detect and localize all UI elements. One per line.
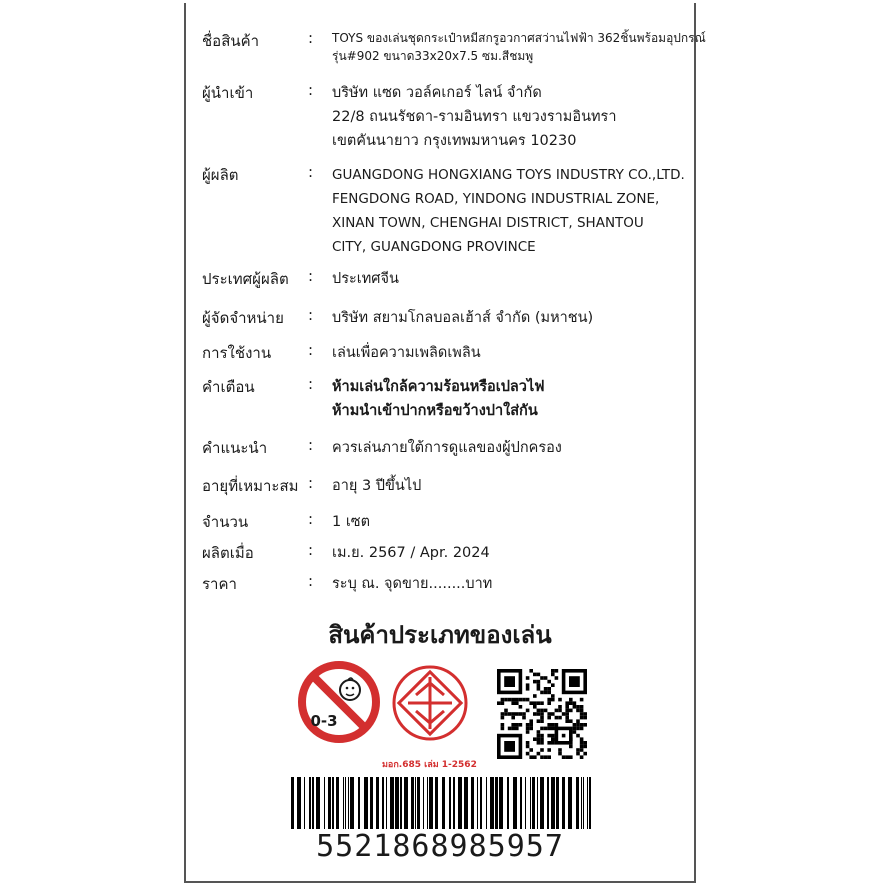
field-value: ห้ามเล่นใกล้ความร้อนหรือเปลวไฟ ห้ามนำเข้าปากหรือขว้างปาใส่กัน <box>332 379 545 419</box>
field-colon: : <box>308 572 314 590</box>
age-0-3-warning-icon <box>296 659 382 745</box>
field-value: ควรเล่นภายใต้การดูแลของผู้ปกครอง <box>332 440 562 456</box>
field-colon: : <box>308 81 314 99</box>
field-label: ราคา <box>202 575 237 593</box>
field-label: ผู้นำเข้า <box>202 84 254 102</box>
field-colon: : <box>308 267 314 285</box>
field-value: 1 เซต <box>332 514 371 530</box>
field-colon: : <box>308 375 314 393</box>
field-value: TOYS ของเล่นชุดกระเป๋าหมีสกรูอวกาศสว่านไฟฟ้า 362ชิ้นพร้อมอุปกรณ์ รุ่น#902 ขนาด33x20x7.5 ซม.สีชมพู <box>332 31 706 63</box>
age-warning-text: 0-3 <box>310 712 338 730</box>
field-value: บริษัท แซด วอล์คเกอร์ ไลน์ จำกัด 22/8 ถนนรัชดา-รามอินทรา แขวงรามอินทรา เขตคันนายาว กรุงเทพมหานคร 10230 <box>332 85 617 149</box>
field-value: บริษัท สยามโกลบอลเฮ้าส์ จำกัด (มหาชน) <box>332 310 594 326</box>
field-label: ประเทศผู้ผลิต <box>202 270 289 288</box>
field-label: ผู้จัดจำหน่าย <box>202 309 284 327</box>
field-colon: : <box>308 510 314 528</box>
field-colon: : <box>308 29 314 47</box>
field-label: อายุที่เหมาะสม <box>202 477 299 495</box>
field-label: คำเตือน <box>202 378 255 396</box>
field-colon: : <box>308 306 314 324</box>
field-label: ผลิตเมื่อ <box>202 544 254 562</box>
field-label: การใช้งาน <box>202 344 272 362</box>
qr-code-icon <box>497 669 587 759</box>
field-label: จำนวน <box>202 513 249 531</box>
category-heading: สินค้าประเภทของเล่น <box>328 621 552 649</box>
barcode-icon <box>291 777 591 829</box>
field-label: ชื่อสินค้า <box>202 32 260 50</box>
field-value: GUANGDONG HONGXIANG TOYS INDUSTRY CO.,LTD. FENGDONG ROAD, YINDONG INDUSTRIAL ZONE, XINAN TOWN, CHENGHAI DISTRICT, SHANTOU CITY, GUANGDONG PROVINCE <box>332 167 685 255</box>
tis-standard-mark-icon <box>390 663 470 743</box>
field-value: เล่นเพื่อความเพลิดเพลิน <box>332 345 481 361</box>
field-value: เม.ย. 2567 / Apr. 2024 <box>332 545 490 561</box>
field-colon: : <box>308 436 314 454</box>
field-colon: : <box>308 474 314 492</box>
field-colon: : <box>308 341 314 359</box>
standard-number: มอก.685 เล่ม 1-2562 <box>382 760 477 770</box>
field-value: ระบุ ณ. จุดขาย........บาท <box>332 576 493 592</box>
field-value: ประเทศจีน <box>332 271 399 287</box>
field-label: คำแนะนำ <box>202 439 268 457</box>
field-value: อายุ 3 ปีขึ้นไป <box>332 478 422 494</box>
barcode-number: 5521868985957 <box>316 829 564 864</box>
field-colon: : <box>308 541 314 559</box>
field-colon: : <box>308 163 314 181</box>
product-label <box>184 3 706 883</box>
field-label: ผู้ผลิต <box>202 166 239 184</box>
